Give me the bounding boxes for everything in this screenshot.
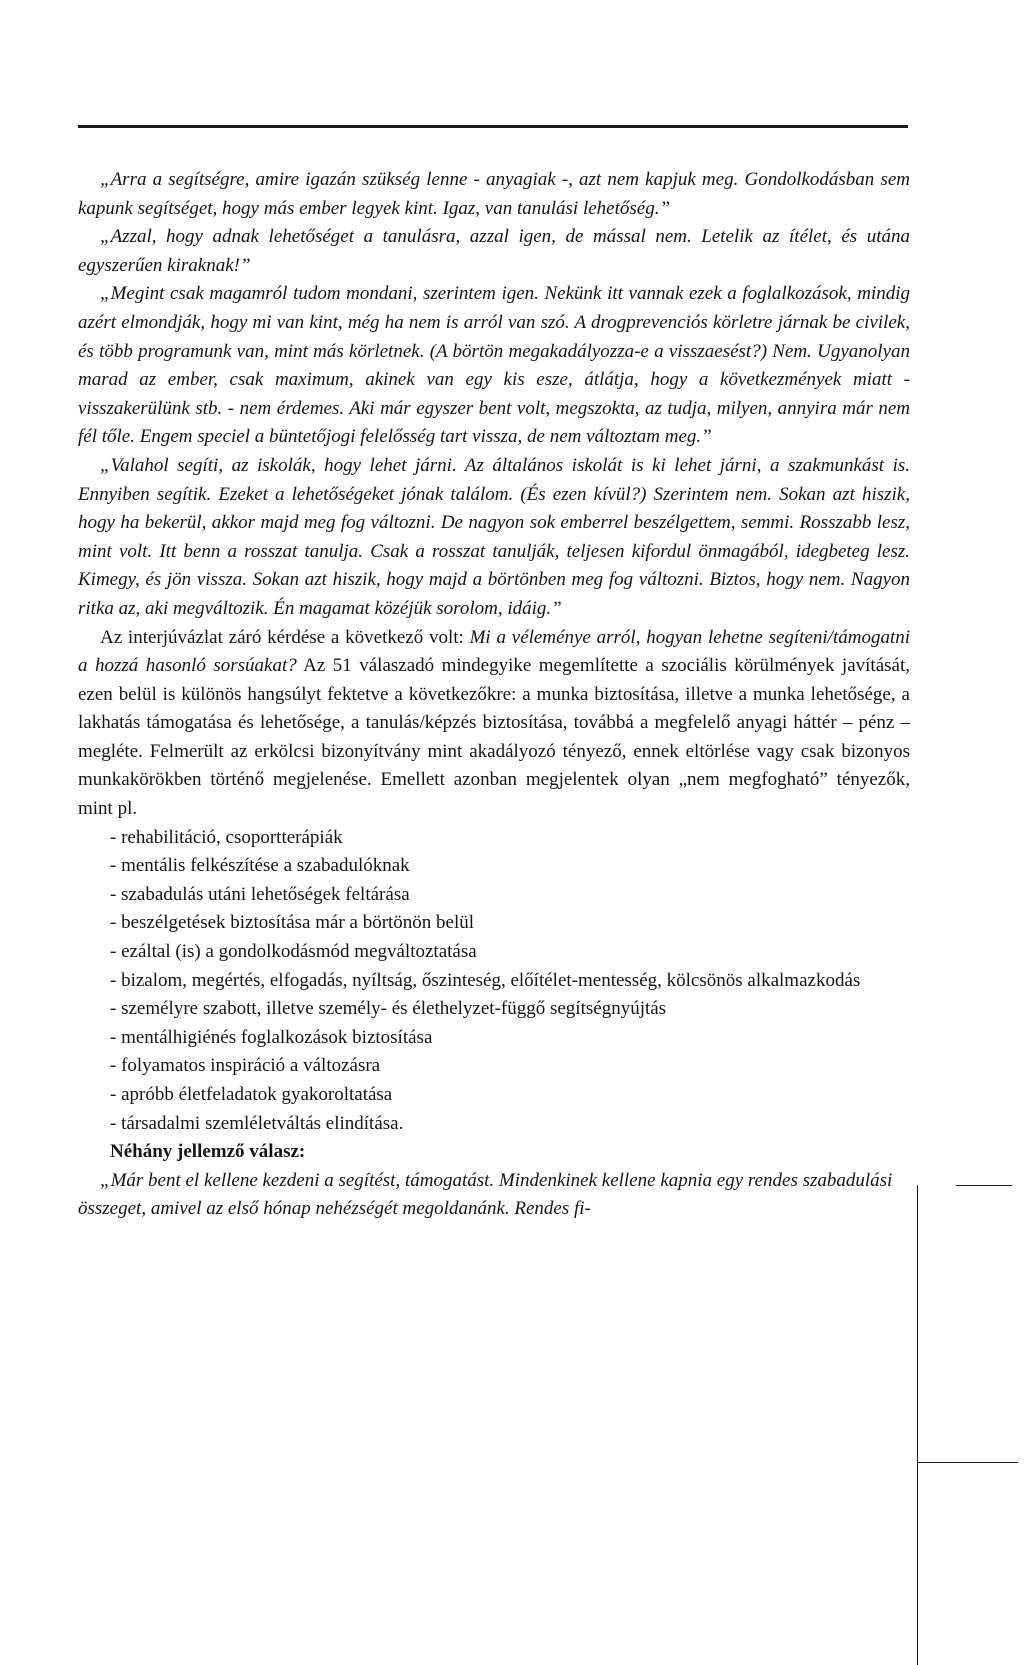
- list-item: - apróbb életfeladatok gyakoroltatása: [110, 1084, 393, 1105]
- quote-2: „Azzal, hogy adnak lehetőséget a tanulásra, azzal igen, de mással nem. Letelik az ítélet, és utána egyszerűen kiraknak!”: [78, 226, 910, 276]
- body-paragraph: [78, 624, 910, 824]
- list-item: - folyamatos inspiráció a változásra: [110, 1055, 381, 1077]
- quote-1: „Arra a segítségre, amire igazán szükség lenne - anyagiak -, azt nem kapjuk meg. Gondolkodásban sem kapunk segítséget, hogy más ember legyek kint. Igaz, van tanulási lehetőség.”: [78, 169, 910, 219]
- paragraph-rest: Az 51 válaszadó mindegyike megemlítette a szociális körülmények javítását, ezen belül is különös hangsúlyt fektetve a következőkre: a munka biztosítása, illetve a munka lehetősége, a lakhatás támogatása és lehetősége, a tanulás/képzés biztosítása, továbbá a megfelelő anyagi háttér – pénz – megléte. Felmerült az erkölcsi bizonyítvány mint akadályozó tényező, ennek eltörlése vagy csak bizonyos munkakörökben történő megjelenése. Emellett azonban megjelentek olyan „nem megfogható” tényezők, mint pl.: [78, 655, 910, 820]
- quote-4: „Valahol segíti, az iskolák, hogy lehet járni. Az általános iskolát is ki lehet járni, a szakmunkást is. Ennyiben segítik. Ezeket a lehetőségeket jónak találom. (És ezen kívül?) Szerintem nem. Sokan azt hiszik, hogy ha bekerül, akkor majd meg fog változni. De nagyon sok emberrel beszélgettem, semmi. Rosszabb lesz, mint volt. Itt benn a rosszat tanulja. Csak a rosszat tanulják, teljesen kifordul önmagából, idegbeteg lesz. Kimegy, és jön vissza. Sokan azt hiszik, hogy majd a börtönben meg fog változni. Biztos, hogy nem. Nagyon ritka az, aki megváltozik. Én magamat közéjük sorolom, idáig.”: [78, 454, 910, 619]
- list-item: - személyre szabott, illetve személy- és élethelyzet-függő segítségnyújtás: [110, 998, 667, 1020]
- list-item: - rehabilitáció, csoportterápiák: [110, 826, 343, 848]
- margin-rule-bottom: [918, 1462, 1018, 1463]
- final-quote: „Már bent el kellene kezdeni a segítést, támogatást. Mindenkinek kellene kapnia egy rendes szabadulási összeget, amivel az első hónap nehézségét megoldanánk. Rendes fi-: [78, 1169, 893, 1220]
- list-item: - mentálhigiénés foglalkozások biztosítása: [110, 1026, 433, 1048]
- list-item: - ezáltal (is) a gondolkodásmód megváltoztatása: [110, 941, 477, 963]
- paragraph-question: Mi a véleménye arról, hogyan lehetne segíteni/támogatni a hozzá hasonló sorsúakat?: [78, 626, 911, 677]
- page-body: [78, 166, 910, 1224]
- margin-rule-top: [956, 1185, 1012, 1186]
- list-item: - társadalmi szemléletváltás elindítása.: [110, 1112, 404, 1134]
- margin-frame: [917, 1185, 1018, 1665]
- list-item: - mentális felkészítése a szabadulóknak: [110, 855, 410, 877]
- list-item: - beszélgetések biztosítása már a börtönön belül: [110, 912, 475, 934]
- list-item: - szabadulás utáni lehetőségek feltárása: [110, 883, 410, 905]
- suggestion-list: [78, 824, 910, 1139]
- paragraph-lead: Az interjúvázlat záró kérdése a következő volt:: [100, 626, 470, 648]
- quote-3: „Megint csak magamról tudom mondani, szerintem igen. Nekünk itt vannak ezek a foglalkozások, mindig azért elmondják, hogy mi van kint, még ha nem is arról van szó. A drogprevenciós körletre járnak be civilek, és több programunk van, mint más körletnek. (A börtön megakadályozza-e a visszaesést?) Nem. Ugyanolyan marad az ember, csak maximum, akinek van egy kis esze, átlátja, hogy a következmények miatt - visszakerülünk stb. - nem érdemes. Aki már egyszer bent volt, megszokta, az tudja, milyen, annyira már nem fél tőle. Engem speciel a büntetőjogi felelősség tart vissza, de nem változtam meg.”: [78, 283, 910, 448]
- list-item: - bizalom, megértés, elfogadás, nyíltság, őszinteség, előítélet-mentesség, kölcsönös alkalmazkodás: [110, 969, 861, 991]
- subheading: Néhány jellemző válasz:: [110, 1141, 306, 1163]
- top-rule: [78, 125, 908, 128]
